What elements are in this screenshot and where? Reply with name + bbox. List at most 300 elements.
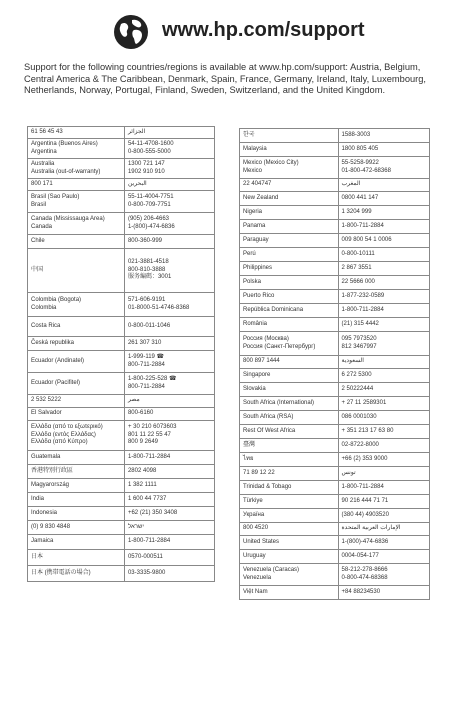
country-name: 61 56 45 43: [31, 128, 63, 135]
table-row: [240, 304, 430, 318]
country-name: Colombia: [31, 304, 57, 311]
phone-number-cell: [338, 536, 429, 550]
country-name: Magyarország: [31, 481, 70, 488]
phone-number-cell: [338, 192, 429, 206]
table-row: [28, 408, 215, 421]
phone-number-cell: [338, 262, 429, 276]
country-name: ไทย: [243, 455, 254, 462]
country-cell: [240, 129, 339, 143]
table-row: [28, 451, 215, 465]
country-name: Mexico: [243, 167, 263, 174]
country-cell: [28, 235, 125, 249]
country-cell: [240, 192, 339, 206]
country-cell: [28, 373, 125, 395]
phone-number-cell: [124, 566, 214, 582]
country-name: Malaysia: [243, 145, 267, 152]
phone-number: 1300 721 147: [127, 161, 165, 168]
phone-number-cell: [124, 408, 214, 421]
phone-number-cell: [124, 507, 214, 521]
phone-number: 009 800 54 1 0006: [341, 236, 392, 243]
phone-number: 6 272 5300: [341, 371, 372, 378]
table-row: [240, 369, 430, 383]
phone-number: 22 5666 000: [341, 278, 375, 285]
country-name: 2 532 5222: [31, 397, 62, 404]
phone-number-cell: [124, 451, 214, 465]
country-cell: [240, 550, 339, 564]
country-cell: [28, 550, 125, 566]
country-cell: [240, 586, 339, 600]
phone-number: 801 11 22 55 47: [127, 431, 171, 438]
country-name: Mexico (Mexico City): [243, 160, 299, 167]
phone-number: 812 3467997: [341, 343, 377, 350]
country-name: Česká republika: [31, 339, 75, 346]
country-cell: [240, 220, 339, 234]
header: [0, 12, 454, 52]
country-name: Türkiye: [243, 497, 263, 504]
phone-number: 0004-054-177: [341, 552, 379, 559]
table-row: [28, 535, 215, 550]
country-name: 臺灣: [243, 441, 256, 448]
phone-number: + 27 11 2589301: [341, 399, 387, 406]
phone-number: 58-212-278-8666: [341, 567, 388, 574]
country-cell: [240, 536, 339, 550]
country-name: República Dominicana: [243, 306, 304, 313]
table-row: [28, 550, 215, 566]
phone-number-cell: [124, 213, 214, 235]
phone-number: 1-(800)-474-6836: [127, 223, 175, 230]
country-name: Ελλάδα (εντός Ελλάδας): [31, 431, 96, 438]
phone-number-cell: [124, 465, 214, 479]
phone-number: 0800 441 147: [341, 194, 379, 201]
table-row: [240, 276, 430, 290]
phone-number: +66 (2) 353 9000: [341, 455, 388, 462]
country-cell: [240, 290, 339, 304]
phone-number-cell: [338, 143, 429, 157]
phone-number-cell: [124, 521, 214, 535]
table-row: [240, 248, 430, 262]
country-name: South Africa (International): [243, 399, 315, 406]
phone-number-cell: [338, 318, 429, 332]
phone-number: 54-11-4708-1600: [127, 141, 174, 148]
phone-number-cell: [338, 439, 429, 453]
table-row: [28, 249, 215, 293]
country-cell: [28, 408, 125, 421]
phone-number-cell: [124, 317, 214, 337]
phone-number: 0570-000511: [127, 553, 163, 560]
phone-number-cell: [124, 550, 214, 566]
phone-number-cell: [338, 397, 429, 411]
country-cell: [240, 411, 339, 425]
phone-number: 800-711-2884: [127, 383, 165, 390]
table-row: [28, 373, 215, 395]
table-row: [240, 495, 430, 509]
phone-number: 571-606-9191: [127, 297, 166, 304]
phone-number-cell: [338, 523, 429, 536]
country-name: Ecuador (Pacifitel): [31, 379, 81, 386]
country-name: Canada: [31, 223, 53, 230]
table-row: [28, 191, 215, 213]
country-name: Chile: [31, 237, 45, 244]
country-name: 日本: [31, 553, 44, 560]
phone-number-cell: [338, 586, 429, 600]
phone-number: 1902 910 910: [127, 168, 165, 175]
phone-number-cell: [124, 127, 214, 139]
country-name: Costa Rica: [31, 322, 61, 329]
country-cell: [28, 395, 125, 408]
table-row: [240, 383, 430, 397]
phone-number-cell: [338, 383, 429, 397]
country-cell: [28, 249, 125, 293]
phone-number-cell: [338, 234, 429, 248]
table-row: [240, 206, 430, 220]
country-name: Trinidad & Tobago: [243, 483, 292, 490]
table-row: [240, 453, 430, 467]
country-name: Brasil: [31, 201, 47, 208]
country-name: Nigeria: [243, 208, 263, 215]
country-cell: [28, 293, 125, 317]
country-name: South Africa (RSA): [243, 413, 294, 420]
phone-number: 03-3335-9800: [127, 569, 166, 576]
phone-number-cell: [124, 493, 214, 507]
country-cell: [28, 159, 125, 179]
phone-number: 1588-3003: [341, 131, 371, 138]
phone-number: 086 0001030: [341, 413, 377, 420]
country-cell: [28, 191, 125, 213]
country-name: Venezuela (Caracas): [243, 567, 300, 574]
phone-number-cell: [338, 481, 429, 495]
country-cell: [240, 369, 339, 383]
table-row: [240, 192, 430, 206]
phone-number-cell: [338, 564, 429, 586]
table-row: [240, 356, 430, 369]
country-name: Brasil (Sao Paulo): [31, 194, 80, 201]
intro-text: Support for the following countries/regions is available at www.hp.com/support: Austria, Belgium, Central America & The Caribbean, Denmark, Spain, France, Germany, Ireland, Italy, Luxembourg, Netherlands, Norway, Portugal, Finland, Sweden, Switzerland, and the United Kingdom.: [24, 62, 427, 95]
table-row: [28, 235, 215, 249]
table-row: [240, 143, 430, 157]
phone-number: 90 216 444 71 71: [341, 497, 389, 504]
phone-number: 0-800-474-68368: [341, 574, 388, 581]
phone-number-cell: [338, 369, 429, 383]
phone-number: 0-800-011-1046: [127, 322, 171, 329]
country-name: România: [243, 320, 268, 327]
phone-number: 1-800-711-2884: [341, 483, 384, 490]
phone-number: 021-3881-4518: [127, 259, 169, 266]
phone-number-cell: [124, 395, 214, 408]
table-row: [28, 293, 215, 317]
phone-number: الجزائر: [127, 128, 146, 135]
country-name: Philippines: [243, 264, 273, 271]
phone-number-cell: [338, 179, 429, 192]
phone-number: 0-800-709-7751: [127, 201, 171, 208]
phone-number: تونس: [341, 469, 356, 476]
country-name: New Zealand: [243, 194, 279, 201]
country-cell: [240, 248, 339, 262]
table-row: [240, 179, 430, 192]
phone-number: 1800 805 405: [341, 145, 379, 152]
phone-number: 800-6160: [127, 410, 154, 417]
phone-number: + 351 213 17 63 80: [341, 427, 394, 434]
table-row: [240, 439, 430, 453]
country-cell: [28, 535, 125, 550]
country-name: Puerto Rico: [243, 292, 275, 299]
phone-number: مصر: [127, 397, 140, 404]
country-cell: [28, 521, 125, 535]
phone-number-cell: [124, 337, 214, 351]
country-name: Australia: [31, 161, 55, 168]
phone-number: الإمارات العربية المتحدة: [341, 525, 401, 532]
phone-number-cell: [338, 509, 429, 523]
country-name: Россия (Санкт-Петербург): [243, 343, 316, 350]
country-name: Argentina: [31, 148, 57, 155]
country-name: Indonesia: [31, 509, 58, 516]
country-name: Jamaica: [31, 538, 54, 545]
country-name: Canada (Mississauga Area): [31, 216, 105, 223]
table-row: [240, 318, 430, 332]
phone-number-cell: [124, 249, 214, 293]
country-name: 한국: [243, 131, 255, 138]
table-row: [240, 397, 430, 411]
phone-number: 1-877-232-0589: [341, 292, 385, 299]
country-name: (0) 9 830 4848: [31, 523, 71, 530]
country-cell: [240, 523, 339, 536]
country-name: Singapore: [243, 371, 271, 378]
country-name: Panama: [243, 222, 266, 229]
table-row: [28, 566, 215, 582]
table-row: [240, 536, 430, 550]
phone-number: 2 50222444: [341, 385, 374, 392]
table-row: [240, 220, 430, 234]
phone-number-cell: [338, 290, 429, 304]
country-cell: [240, 157, 339, 179]
country-cell: [28, 127, 125, 139]
country-name: 中国: [31, 266, 44, 273]
table-row: [240, 157, 430, 179]
support-url[interactable]: www.hp.com/support: [162, 19, 365, 41]
country-name: Perú: [243, 250, 256, 257]
table-row: [28, 179, 215, 191]
phone-number: 1 3204 999: [341, 208, 372, 215]
phone-number: +84 88234530: [341, 588, 381, 595]
country-cell: [240, 332, 339, 356]
phone-number-cell: [338, 467, 429, 481]
country-cell: [28, 493, 125, 507]
table-row: [240, 564, 430, 586]
phone-number: 1-800-225-528 ☎: [127, 376, 177, 383]
country-name: Guatemala: [31, 453, 61, 460]
country-name: Ελλάδα (από Κύπρο): [31, 439, 88, 446]
phone-number-cell: [124, 235, 214, 249]
country-name: 香港特別行政區: [31, 467, 74, 474]
phone-number: 01-8000-51-4746-8368: [127, 304, 190, 311]
country-name: 71 89 12 22: [243, 469, 275, 476]
country-cell: [240, 276, 339, 290]
phone-number: + 30 210 6073603: [127, 424, 177, 431]
phone-number-cell: [124, 293, 214, 317]
country-name: Slovakia: [243, 385, 266, 392]
country-name: Paraguay: [243, 236, 269, 243]
phone-number-cell: [124, 421, 214, 451]
country-name: India: [31, 495, 45, 502]
table-row: [240, 586, 430, 600]
phone-number: 800-810-3888: [127, 266, 166, 273]
left-contact-table: [27, 126, 215, 582]
table-row: [28, 507, 215, 521]
phone-number: 800-360-999: [127, 237, 162, 244]
table-row: [240, 425, 430, 439]
country-cell: [28, 337, 125, 351]
phone-number-cell: [124, 179, 214, 191]
country-cell: [28, 317, 125, 337]
phone-number: 0-800-555-5000: [127, 148, 171, 155]
country-cell: [240, 143, 339, 157]
phone-number-cell: [124, 139, 214, 159]
table-row: [28, 213, 215, 235]
country-cell: [240, 509, 339, 523]
country-name: Argentina (Buenos Aires): [31, 141, 98, 148]
table-row: [240, 411, 430, 425]
phone-number-cell: [124, 373, 214, 395]
country-cell: [240, 481, 339, 495]
table-row: [28, 337, 215, 351]
globe-icon: [113, 14, 149, 50]
country-cell: [28, 179, 125, 191]
phone-number: 1-(800)-474-6836: [341, 538, 389, 545]
phone-number-cell: [338, 248, 429, 262]
phone-number-cell: [338, 411, 429, 425]
table-row: [240, 129, 430, 143]
country-cell: [28, 479, 125, 493]
country-name: 800 4520: [243, 525, 269, 532]
table-row: [28, 521, 215, 535]
phone-number: 55-5258-9922: [341, 160, 379, 167]
country-name: Colombia (Bogota): [31, 297, 82, 304]
country-cell: [28, 351, 125, 373]
phone-number: (905) 206-4663: [127, 216, 169, 223]
country-name: Việt Nam: [243, 588, 268, 595]
phone-number: 1 600 44 7737: [127, 495, 167, 502]
country-cell: [240, 318, 339, 332]
table-row: [240, 262, 430, 276]
country-cell: [240, 206, 339, 220]
phone-number: 1-800-711-2884: [341, 306, 384, 313]
phone-number: 02-8722-8000: [341, 441, 379, 448]
country-cell: [28, 465, 125, 479]
right-contact-table: [239, 128, 430, 600]
country-cell: [240, 234, 339, 248]
table-row: [28, 317, 215, 337]
phone-number-cell: [338, 332, 429, 356]
phone-number: 800-711-2884: [127, 361, 165, 368]
country-name: El Salvador: [31, 410, 62, 417]
table-row: [28, 159, 215, 179]
country-cell: [240, 383, 339, 397]
phone-number: (380 44) 4903520: [341, 511, 389, 518]
table-row: [28, 465, 215, 479]
country-name: 800 171: [31, 180, 53, 187]
country-cell: [28, 451, 125, 465]
phone-number-cell: [338, 129, 429, 143]
phone-number: 2 867 3551: [341, 264, 372, 271]
country-name: Ελλάδα (από το εξωτερικό): [31, 424, 103, 431]
table-row: [240, 481, 430, 495]
phone-number: 1 382 1111: [127, 481, 157, 488]
phone-number-cell: [124, 535, 214, 550]
phone-number-cell: [338, 550, 429, 564]
table-row: [28, 479, 215, 493]
country-cell: [240, 495, 339, 509]
phone-number-cell: [338, 356, 429, 369]
phone-number: (21) 315 4442: [341, 320, 379, 327]
country-name: Україна: [243, 511, 265, 518]
table-row: [240, 523, 430, 536]
phone-number-cell: [338, 157, 429, 179]
phone-number: 服务編碼：3001: [127, 274, 172, 281]
phone-number: ישראל: [127, 523, 144, 530]
phone-number-cell: [338, 453, 429, 467]
table-row: [240, 234, 430, 248]
country-cell: [240, 179, 339, 192]
country-name: Uruguay: [243, 552, 266, 559]
phone-number-cell: [338, 304, 429, 318]
country-cell: [240, 467, 339, 481]
phone-number: 261 307 310: [127, 339, 162, 346]
phone-number: 1-800-711-2884: [127, 538, 171, 545]
phone-number-cell: [338, 220, 429, 234]
phone-number: 1-999-119 ☎: [127, 354, 165, 361]
table-row: [28, 395, 215, 408]
country-name: Venezuela: [243, 574, 272, 581]
country-name: Россия (Москва): [243, 336, 289, 343]
country-cell: [28, 421, 125, 451]
country-name: 22 404747: [243, 181, 272, 188]
table-row: [240, 467, 430, 481]
country-cell: [240, 397, 339, 411]
country-name: 日本 (携帯電話の場合): [31, 569, 91, 576]
country-name: Rest Of West Africa: [243, 427, 296, 434]
phone-number: المغرب: [341, 181, 361, 188]
phone-number: 1-800-711-2884: [127, 453, 171, 460]
country-name: Australia (out-of-warranty): [31, 168, 101, 175]
table-row: [28, 493, 215, 507]
country-name: United States: [243, 538, 280, 545]
phone-number: 800 9 2649: [127, 439, 158, 446]
phone-number-cell: [338, 206, 429, 220]
phone-number: 0-800-10111: [341, 250, 375, 257]
phone-number-cell: [338, 425, 429, 439]
phone-number-cell: [338, 276, 429, 290]
country-name: Ecuador (Andinatel): [31, 357, 85, 364]
phone-number: البحرين: [127, 180, 147, 187]
country-cell: [28, 507, 125, 521]
country-cell: [28, 566, 125, 582]
phone-number: 55-11-4004-7751: [127, 194, 174, 201]
phone-number: 095 7973520: [341, 336, 377, 343]
table-row: [240, 290, 430, 304]
phone-number: السعودية: [341, 358, 364, 365]
phone-number: +62 (21) 350 3408: [127, 509, 178, 516]
table-row: [28, 351, 215, 373]
country-cell: [240, 304, 339, 318]
table-row: [240, 509, 430, 523]
country-name: 800 897 1444: [243, 358, 280, 365]
phone-number-cell: [338, 495, 429, 509]
country-cell: [28, 213, 125, 235]
country-cell: [240, 425, 339, 439]
table-row: [28, 421, 215, 451]
phone-number: 2802 4098: [127, 467, 157, 474]
phone-number: 01-800-472-68368: [341, 167, 391, 174]
phone-number-cell: [124, 159, 214, 179]
